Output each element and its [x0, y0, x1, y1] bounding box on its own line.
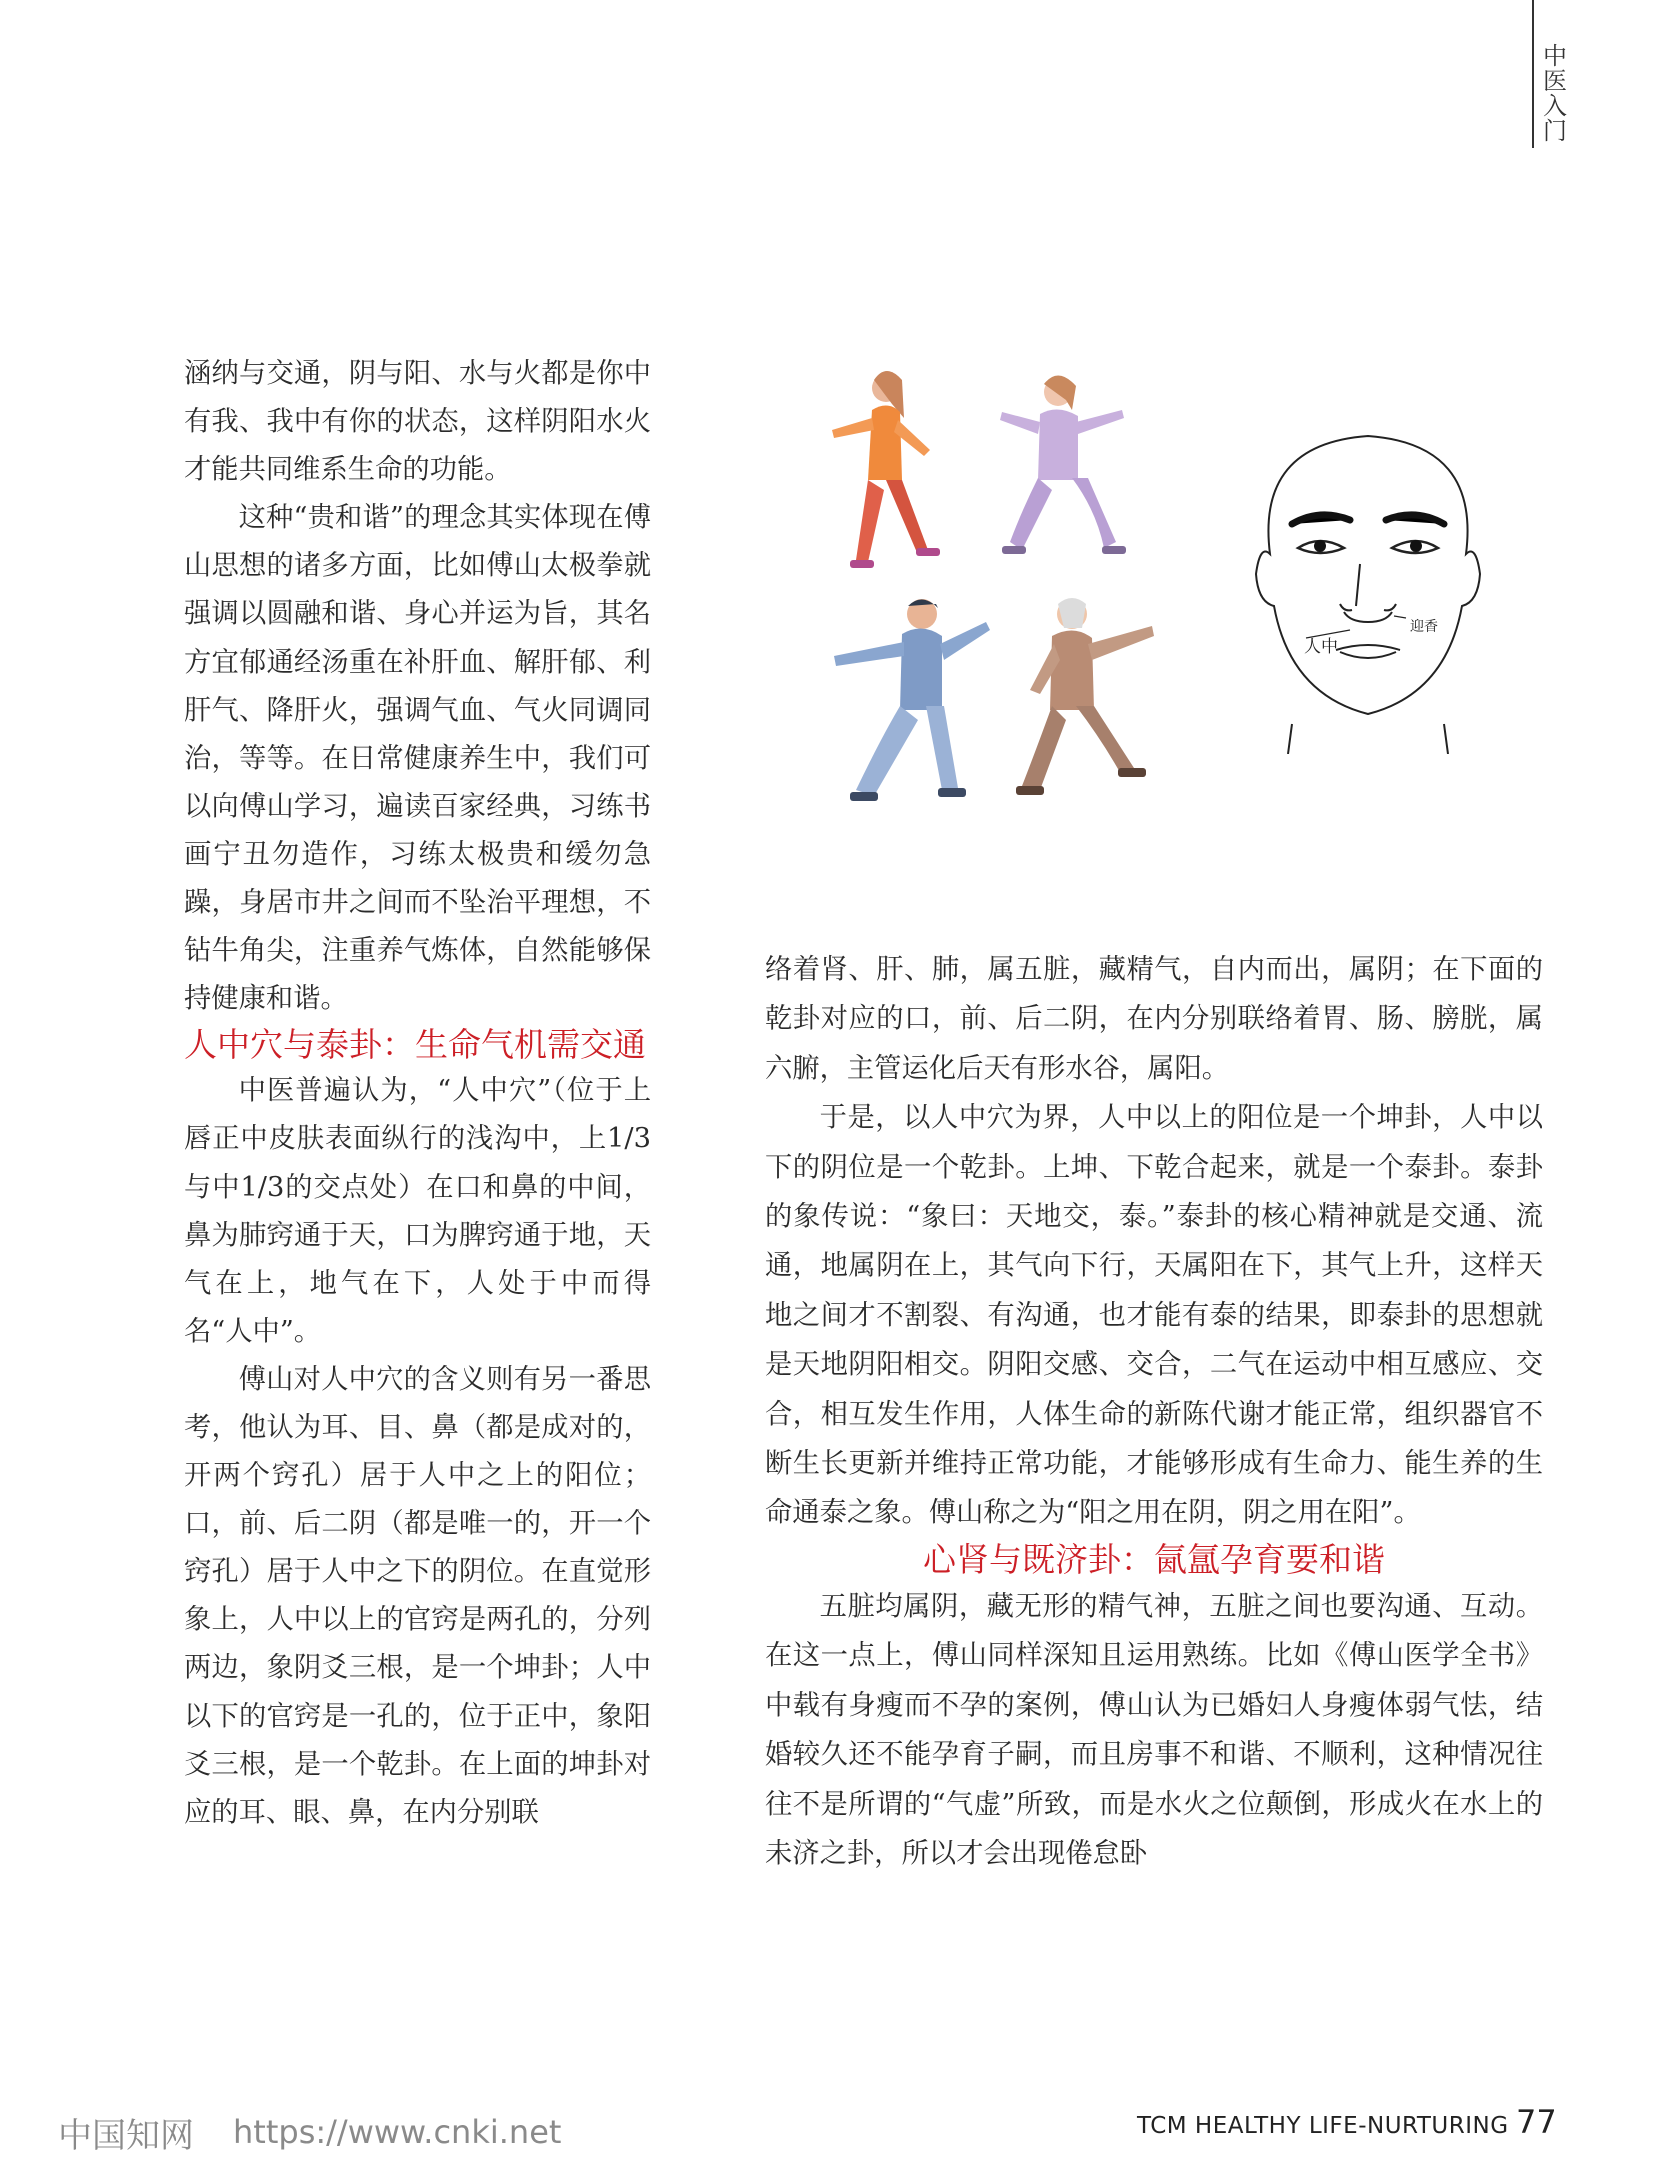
page-number: 77	[1516, 2103, 1557, 2141]
section-label: 中医入门	[1543, 42, 1567, 145]
taichi-illustration	[826, 360, 1176, 810]
taichi-figure-lilac	[1000, 375, 1126, 554]
left-pupil	[1314, 540, 1326, 552]
nose	[1340, 564, 1396, 622]
yingxiang-leader-line	[1394, 616, 1406, 618]
section-tab	[1532, 0, 1568, 148]
cnki-watermark: 中国知网	[58, 2116, 194, 2156]
right-paragraph-2: 于是，以人中穴为界，人中以上的阳位是一个坤卦，人中以下的阴位是一个乾卦。上坤、下乾合起来，就是一个泰卦。泰卦的象传说：“象曰：天地交，泰。”泰卦的核心精神就是交通、流通，地属阴在上，其气向下行，天属阳在下，其气上升，这样天地之间才不割裂、有沟通，也才能有泰的结果，即泰卦的思想就是天地阴阳相交。阴阳交感、交合，二气在运动中相互感应、交合，相互发生作用，人体生命的新陈代谢才能正常，组织器官不断生长更新并维持正常功能，才能够形成有生命力、能生养的生命通泰之象。傅山称之为“阳之用在阴，阴之用在阳”。	[765, 1102, 1543, 1529]
left-column	[184, 350, 651, 1837]
right-paragraph-1: 络着肾、肝、肺，属五脏，藏精气，自内而出，属阴；在下面的乾卦对应的口，前、后二阴，在内分别联络着胃、肠、膀胱，属六腑，主管运化后天有形水谷，属阳。	[765, 954, 1543, 1084]
face-acupoint-diagram	[1240, 424, 1496, 754]
left-paragraph-4: 傅山对人中穴的含义则有另一番思考，他认为耳、目、鼻（都是成对的，开两个窍孔）居于人中之上的阳位；口，前、后二阴（都是唯一的，开一个窍孔）居于人中之下的阴位。在直觉形象上，人中以上的官窍是两孔的，分列两边，象阴爻三根，是一个坤卦；人中以下的官窍是一孔的，位于正中，象阳爻三根，是一个乾卦。在上面的坤卦对应的耳、眼、鼻，在内分别联	[184, 1363, 651, 1828]
right-column	[765, 945, 1543, 1878]
left-paragraph-1: 涵纳与交通，阴与阳、水与火都是你中有我、我中有你的状态，这样阴阳水火才能共同维系生命的功能。	[184, 358, 651, 486]
face-outline	[1256, 436, 1480, 754]
cnki-url[interactable]: https://www.cnki.net	[233, 2113, 562, 2151]
eyebrows	[1292, 515, 1444, 524]
section-heading-xinshen: 心肾与既济卦：氤氲孕育要和谐	[923, 1539, 1385, 1579]
taichi-figure-orange	[832, 371, 940, 568]
right-pupil	[1410, 540, 1422, 552]
mouth	[1336, 645, 1400, 658]
left-paragraph-2: 这种“贵和谐”的理念其实体现在傅山思想的诸多方面，比如傅山太极拳就强调以圆融和谐、身心并运为旨，其名方宜郁通经汤重在补肝血、解肝郁、利肝气、降肝火，强调气血、气火同调同治，等等。在日常健康养生中，我们可以向傅山学习，遍读百家经典，习练书画宁丑勿造作，习练太极贵和缓勿急躁，身居市井之间而不坠治平理想，不钻牛角尖，注重养气炼体，自然能够保持健康和谐。	[184, 502, 651, 1015]
taichi-figure-blue	[834, 599, 990, 801]
face-label-yingxiang: 迎香	[1410, 619, 1438, 635]
section-heading-renzhong: 人中穴与泰卦：生命气机需交通	[184, 1025, 646, 1065]
magazine-name: TCM HEALTHY LIFE-NURTURING	[1137, 2113, 1509, 2139]
face-label-renzhong: 人中	[1304, 637, 1338, 657]
taichi-figure-brown	[1016, 598, 1154, 795]
left-paragraph-3: 中医普遍认为，“人中穴”（位于上唇正中皮肤表面纵行的浅沟中，上1/3与中1/3的交点处）在口和鼻的中间，鼻为肺窍通于天，口为脾窍通于地，天气在上，地气在下，人处于中而得名“人中”。	[184, 1075, 651, 1347]
right-paragraph-3: 五脏均属阴，藏无形的精气神，五脏之间也要沟通、互动。在这一点上，傅山同样深知且运用熟练。比如《傅山医学全书》中载有身瘦而不孕的案例，傅山认为已婚妇人身瘦体弱气怯，结婚较久还不能孕育子嗣，而且房事不和谐、不顺利，这种情况往往不是所谓的“气虚”所致，而是水火之位颠倒，形成火在水上的未济之卦，所以才会出现倦怠卧	[765, 1590, 1543, 1869]
